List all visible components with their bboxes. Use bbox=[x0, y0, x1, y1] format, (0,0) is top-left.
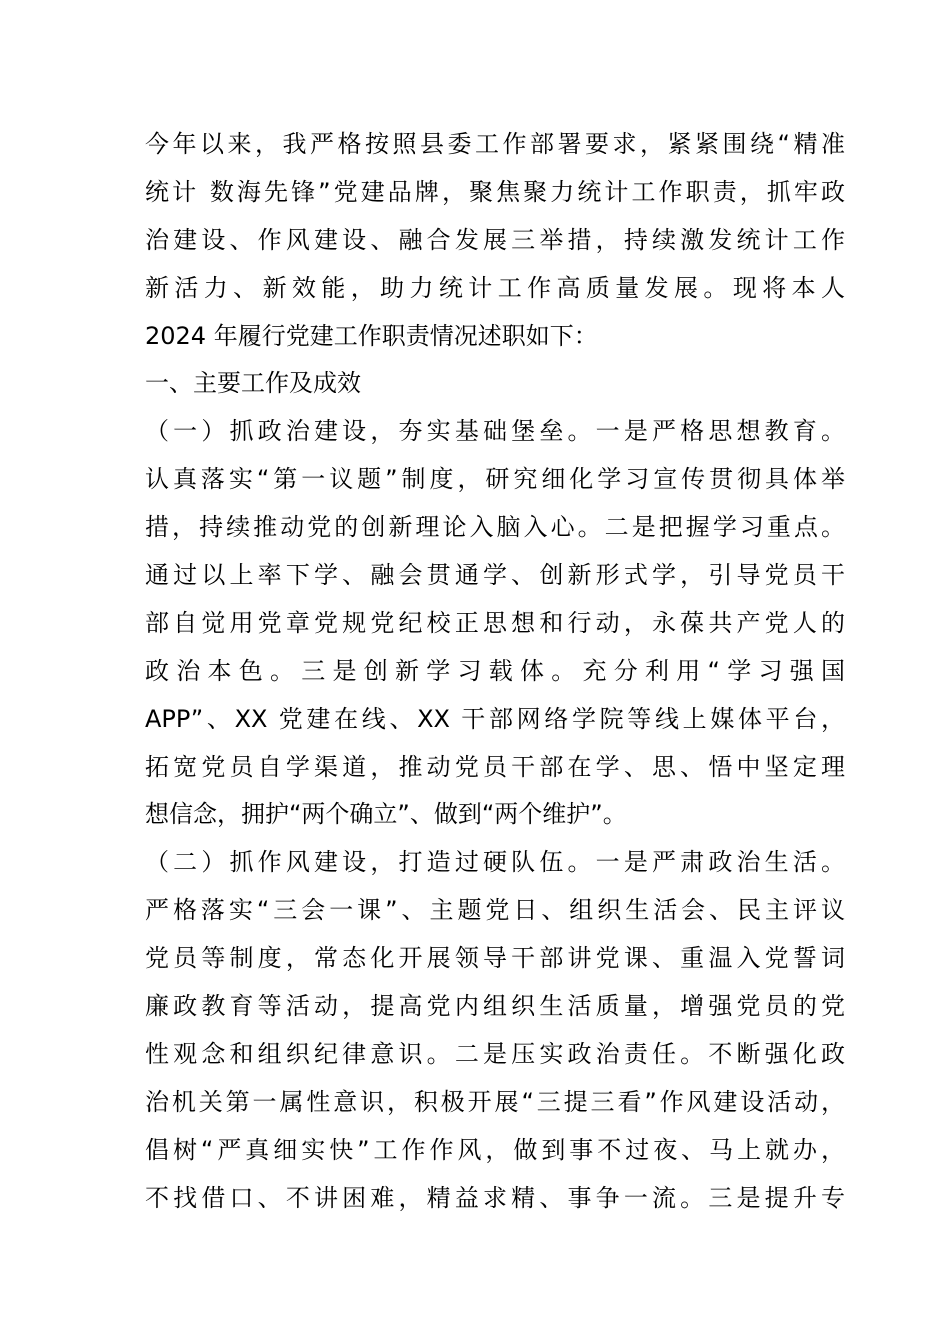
text-line: 性观念和组织纪律意识。二是压实政治责任。不断强化政 bbox=[145, 1039, 845, 1068]
text-line: 新活力、新效能，助力统计工作高质量发展。现将本人 bbox=[145, 273, 845, 302]
text-line: （一）抓政治建设，夯实基础堡垒。一是严格思想教育。 bbox=[145, 417, 845, 446]
text-line: APP”、XX 党建在线、XX 干部网络学院等线上媒体平台， bbox=[145, 704, 845, 733]
text-line: 倡树“严真细实快”工作作风，做到事不过夜、马上就办， bbox=[145, 1135, 845, 1164]
text-line: 认真落实“第一议题”制度，研究细化学习宣传贯彻具体举 bbox=[145, 465, 845, 494]
text-line: 严格落实“三会一课”、主题党日、组织生活会、民主评议 bbox=[145, 896, 845, 925]
text-line: 治机关第一属性意识，积极开展“三提三看”作风建设活动， bbox=[145, 1087, 845, 1116]
text-line: 拓宽党员自学渠道，推动党员干部在学、思、悟中坚定理 bbox=[145, 752, 845, 781]
text-line: 2024 年履行党建工作职责情况述职如下： bbox=[145, 321, 598, 350]
text-line: 今年以来，我严格按照县委工作部署要求，紧紧围绕“精准 bbox=[145, 130, 845, 158]
section-heading: 一、主要工作及成效 bbox=[145, 369, 361, 398]
text-line: 想信念，拥护“两个确立”、做到“两个维护”。 bbox=[145, 800, 627, 829]
text-line: 部自觉用党章党规党纪校正思想和行动，永葆共产党人的 bbox=[145, 608, 845, 637]
text-line: 统计 数海先锋”党建品牌，聚焦聚力统计工作职责，抓牢政 bbox=[145, 177, 845, 206]
text-line: （二）抓作风建设，打造过硬队伍。一是严肃政治生活。 bbox=[145, 848, 845, 877]
text-line: 党员等制度，常态化开展领导干部讲党课、重温入党誓词 bbox=[145, 944, 845, 973]
text-line: 廉政教育等活动，提高党内组织生活质量，增强党员的党 bbox=[145, 992, 845, 1021]
document-body bbox=[145, 121, 845, 1222]
text-line: 措，持续推动党的创新理论入脑入心。二是把握学习重点。 bbox=[145, 513, 845, 542]
text-line: 不找借口、不讲困难，精益求精、事争一流。三是提升专 bbox=[145, 1183, 845, 1212]
text-line: 通过以上率下学、融会贯通学、创新形式学，引导党员干 bbox=[145, 561, 845, 590]
text-line: 治建设、作风建设、融合发展三举措，持续激发统计工作 bbox=[145, 225, 845, 254]
text-line: 政治本色。三是创新学习载体。充分利用“学习强国 bbox=[145, 656, 845, 685]
